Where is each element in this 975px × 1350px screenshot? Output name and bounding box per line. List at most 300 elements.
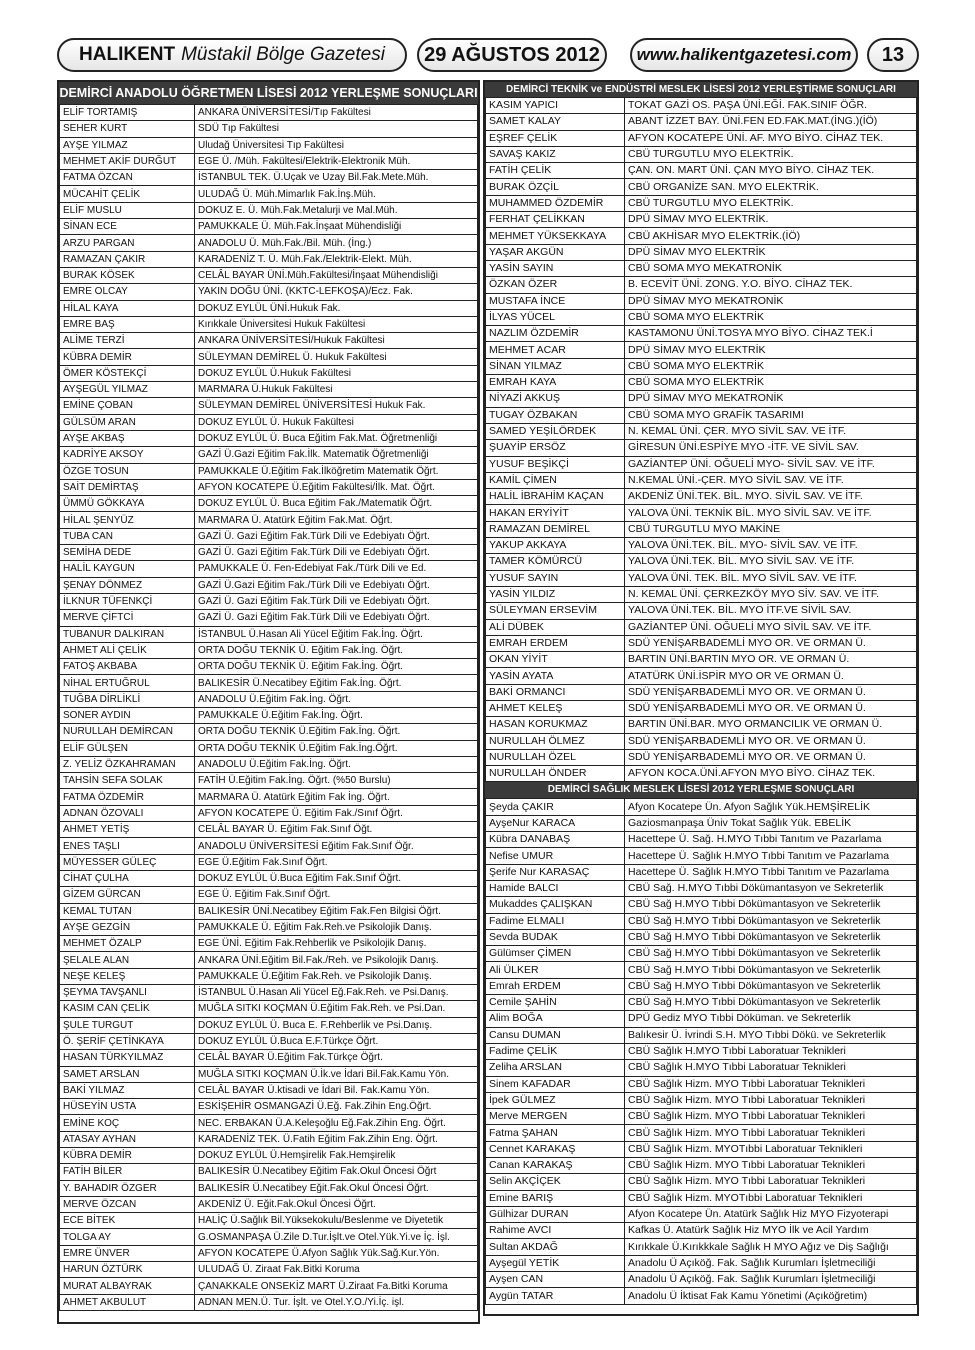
table-row [486, 293, 917, 309]
placement: YALOVA ÜNİ.TEK. BİL. MYO SİVİL SAV. VE İTF. [625, 554, 917, 570]
placement: DOKUZ EYLÜL Ü. Buca Eğitim Fak.Mat. Öğretmenliği [195, 430, 478, 446]
placement: CBÜ SOMA MYO ELEKTRİK [625, 358, 917, 374]
table-row [60, 626, 478, 642]
placement: CBÜ Sağ H.MYO Tıbbi Dökümantasyon ve Sekreterlik [625, 946, 917, 962]
placement: BARTIN ÜNİ.BAR. MYO ORMANCILIK VE ORMAN Ü. [625, 717, 917, 733]
student-name: FATMA ÖZCAN [60, 170, 195, 186]
placement: ATATÜRK ÜNİ.İSPİR MYO OR VE ORMAN Ü. [625, 668, 917, 684]
student-name: KEMAL TUTAN [60, 903, 195, 919]
table-row [486, 1158, 917, 1174]
table-row [486, 1255, 917, 1271]
placement: PAMUKKALE Ü.Eğitim Fak.Reh. ve Psikolojik Danış. [195, 968, 478, 984]
table-row [486, 407, 917, 423]
student-name: NURULLAH DEMİRCAN [60, 724, 195, 740]
table-row [486, 880, 917, 896]
table-row [486, 309, 917, 325]
table-row [60, 724, 478, 740]
table-row [486, 1174, 917, 1190]
student-name: HİLAL KAYA [60, 300, 195, 316]
table-row [60, 887, 478, 903]
student-name: Y. BAHADIR ÖZGER [60, 1180, 195, 1196]
placement: EGE Ü.Eğitim Fak.Sınıf Öğrt. [195, 854, 478, 870]
student-name: HİLAL ŞENYÜZ [60, 512, 195, 528]
placement: YALOVA ÜNİ.TEK. BİL. MYO İTF.VE SİVİL SAV. [625, 603, 917, 619]
placement: İSTANBUL Ü.Hasan Ali Yücel Eğitim Fak.İng. Öğrt. [195, 626, 478, 642]
table-row [60, 707, 478, 723]
placement: CBÜ Sağlık Hizm. MYO Tıbbi Laboratuar Teknikleri [625, 1076, 917, 1092]
student-name: SAİT DEMİRTAŞ [60, 479, 195, 495]
newspaper-name [57, 38, 407, 72]
placement: DPÜ SİMAV MYO MEKATRONİK [625, 391, 917, 407]
student-name: Ayşegül YETİK [486, 1255, 625, 1271]
placement: ORTA DOĞU TEKNİK Ü.Eğitim Fak.İng. Öğrt. [195, 724, 478, 740]
table-row [60, 170, 478, 186]
placement: BALIKESİR Ü.Necatibey Eğit.Fak.Okul Öncesi Öğrt. [195, 1180, 478, 1196]
placement: CELÂL BAYAR Ü.Eğitim Fak.Türkçe Öğrt. [195, 1050, 478, 1066]
website-url: www.halikentgazetesi.com [630, 38, 858, 72]
results-table [485, 97, 917, 782]
placement: SDÜ Tıp Fakültesi [195, 121, 478, 137]
table-row [486, 635, 917, 651]
teacher-high-school-results [57, 80, 480, 1324]
page-number: 13 [867, 38, 919, 72]
table-row [60, 675, 478, 691]
placement: CBÜ Sağlık Hizm. MYOTıbbi Laboratuar Teknikleri [625, 1190, 917, 1206]
placement: Anadolu Ü İktisat Fak Kamu Yönetimi (Açıköğretim) [625, 1288, 917, 1304]
student-name: Sultan AKDAĞ [486, 1239, 625, 1255]
student-name: ÖZGE TOSUN [60, 463, 195, 479]
table-row [60, 1017, 478, 1033]
table-row [60, 349, 478, 365]
student-name: MÜCAHİT ÇELİK [60, 186, 195, 202]
table-row [486, 1060, 917, 1076]
student-name: AHMET ALİ ÇELİK [60, 642, 195, 658]
student-name: Selin AKÇİÇEK [486, 1174, 625, 1190]
placement: AFYON KOCATEPE Ü.Afyon Sağlık Yük.Sağ.Kur.Yön. [195, 1245, 478, 1261]
placement: DOKUZ EYLÜL Ü.Hemşirelik Fak.Hemşirelik [195, 1148, 478, 1164]
table-row [60, 186, 478, 202]
placement: YALOVA ÜNİ.TEK. BİL. MYO- SİVİL SAV. VE İTF. [625, 538, 917, 554]
student-name: EMRAH KAYA [486, 375, 625, 391]
table-row [60, 968, 478, 984]
student-name: ADNAN ÖZOVALI [60, 805, 195, 821]
student-name: Şeyda ÇAKIR [486, 799, 625, 815]
table-row [486, 1011, 917, 1027]
placement: Anadolu Ü Açıköğ. Fak. Sağlık Kurumları İşletmeciliği [625, 1255, 917, 1271]
placement: Uludağ Üniversitesi Tıp Fakültesi [195, 137, 478, 153]
placement: CBÜ Sağ H.MYO Tıbbi Dökümantasyon ve Sekreterlik [625, 978, 917, 994]
placement: CBÜ TURGUTLU MYO MAKİNE [625, 521, 917, 537]
placement: CBÜ Sağlık Hizm. MYO Tıbbi Laboratuar Teknikleri [625, 1174, 917, 1190]
placement: ULUDAĞ Ü. Müh.Mimarlık Fak.İnş.Müh. [195, 186, 478, 202]
table-row [60, 577, 478, 593]
placement: ANKARA ÜNİ.Eğitim Bil.Fak./Reh. ve Psikolojik Danış. [195, 952, 478, 968]
placement: İSTANBUL Ü.Hasan Ali Yücel Eğ.Fak.Reh. ve Psi.Danış. [195, 985, 478, 1001]
student-name: FATMA ÖZDEMİR [60, 789, 195, 805]
table-row [60, 936, 478, 952]
placement: CBÜ Sağlık Hizm. MYOTıbbi Laboratuar Teknikleri [625, 1141, 917, 1157]
table-row [486, 228, 917, 244]
table-row [486, 472, 917, 488]
student-name: KÜBRA DEMİR [60, 349, 195, 365]
student-name: FATİH BİLER [60, 1164, 195, 1180]
placement: DOKUZ EYLÜL ÜNİ.Hukuk Fak. [195, 300, 478, 316]
placement: SDÜ YENİŞARBADEMLİ MYO OR. VE ORMAN Ü. [625, 733, 917, 749]
placement: DOKUZ EYLÜL Ü.Hukuk Fakültesi [195, 365, 478, 381]
placement: YALOVA ÜNİ. TEK. BİL. MYO SİVİL SAV. VE İTF. [625, 570, 917, 586]
table-row [60, 1082, 478, 1098]
masthead [57, 38, 919, 74]
table-row [60, 691, 478, 707]
placement: Balıkesir Ü. İvrindi S.H. MYO Tıbbi Dökü. ve Sekreterlik [625, 1027, 917, 1043]
student-name: ŞELALE ALAN [60, 952, 195, 968]
student-name: BURAK ÖZÇİL [486, 179, 625, 195]
student-name: Cansu DUMAN [486, 1027, 625, 1043]
table-row [486, 358, 917, 374]
table-row [60, 496, 478, 512]
placement: Anadolu Ü Açıköğ. Fak. Sağlık Kurumları İşletmeciliği [625, 1272, 917, 1288]
table-row [486, 1076, 917, 1092]
table-row [60, 284, 478, 300]
table-row [486, 1141, 917, 1157]
table-row [486, 554, 917, 570]
placement: TOKAT GAZİ OS. PAŞA ÜNİ.EĞİ. FAK.SINIF ÖĞR. [625, 98, 917, 114]
student-name: MEHMET AKİF DURĞUT [60, 153, 195, 169]
table-row [60, 1180, 478, 1196]
table-row [60, 251, 478, 267]
student-name: Sinem KAFADAR [486, 1076, 625, 1092]
student-name: TUBA CAN [60, 528, 195, 544]
placement: ANKARA ÜNİVERSİTESİ/Tıp Fakültesi [195, 105, 478, 121]
placement: YAKIN DOĞU ÜNİ. (KKTC-LEFKOŞA)/Ecz. Fak. [195, 284, 478, 300]
table-row [486, 586, 917, 602]
table-row [486, 1223, 917, 1239]
table-row [60, 528, 478, 544]
newspaper-brand: HALIKENT [79, 44, 176, 65]
table-row [486, 489, 917, 505]
student-name: Merve MERGEN [486, 1109, 625, 1125]
placement: ORTA DOĞU TEKNİK Ü. Eğitim Fak.İng. Öğrt. [195, 659, 478, 675]
placement: CBÜ TURGUTLU MYO ELEKTRİK. [625, 195, 917, 211]
student-name: YAŞAR AKGÜN [486, 244, 625, 260]
table-row [60, 1229, 478, 1245]
placement: CBÜ Sağ H.MYO Tıbbi Dökümantasyon ve Sekreterlik [625, 913, 917, 929]
table-row [486, 815, 917, 831]
placement: Hacettepe Ü. Sağlık H.MYO Tıbbi Tanıtım ve Pazarlama [625, 848, 917, 864]
student-name: SİNAN ECE [60, 219, 195, 235]
placement: GAZİANTEP ÜNİ. OĞUELİ MYO- SİVİL SAV. VE İTF. [625, 456, 917, 472]
table-row [60, 1115, 478, 1131]
placement: Kırıkkale Ü.Kırıkkkale Sağlık H MYO Ağız ve Diş Sağlığı [625, 1239, 917, 1255]
table-row [486, 848, 917, 864]
placement: EGE Ü. Eğitim Fak.Sınıf Öğrt. [195, 887, 478, 903]
table-row [486, 1043, 917, 1059]
placement: CBÜ Sağ H.MYO Tıbbi Dökümantasyon ve Sekreterlik [625, 929, 917, 945]
student-name: ÜMMÜ GÖKKAYA [60, 496, 195, 512]
table-row [486, 619, 917, 635]
student-name: Canan KARAKAŞ [486, 1158, 625, 1174]
placement: DPÜ SİMAV MYO ELEKTRİK. [625, 212, 917, 228]
placement: EGE ÜNİ. Eğitim Fak.Rehberlik ve Psikolojik Danış. [195, 936, 478, 952]
placement: DOKUZ EYLÜL Ü.Buca Eğitim Fak.Sınıf Öğrt. [195, 870, 478, 886]
table-row [486, 1092, 917, 1108]
student-name: ALİME TERZİ [60, 333, 195, 349]
placement: SÜLEYMAN DEMİREL ÜNİVERSİTESİ Hukuk Fak. [195, 398, 478, 414]
table-row [486, 668, 917, 684]
placement: DPÜ Gediz MYO Tıbbi Döküman. ve Sekreterlik [625, 1011, 917, 1027]
student-name: TUGAY ÖZBAKAN [486, 407, 625, 423]
table-row [486, 130, 917, 146]
student-name: Emrah ERDEM [486, 978, 625, 994]
student-name: NİHAL ERTUĞRUL [60, 675, 195, 691]
student-name: MÜYESSER GÜLEÇ [60, 854, 195, 870]
table-row [60, 773, 478, 789]
student-name: EMRE ÜNVER [60, 1245, 195, 1261]
student-name: KADRİYE AKSOY [60, 447, 195, 463]
table-row [60, 1050, 478, 1066]
placement: GAZİ Ü. Gazi Eğitim Fak.Türk Dili ve Edebiyatı Öğrt. [195, 528, 478, 544]
student-name: Cennet KARAKAŞ [486, 1141, 625, 1157]
student-name: MERVE ÖZCAN [60, 1196, 195, 1212]
placement: CBÜ Sağ H.MYO Tıbbi Dökümantasyon ve Sekreterlik [625, 962, 917, 978]
newspaper-subtitle: Müstakil Bölge Gazetesi [181, 44, 385, 65]
placement: DOKUZ EYLÜL Ü. Buca E. F.Rehberlik ve Psi.Danış. [195, 1017, 478, 1033]
student-name: ŞENAY DÖNMEZ [60, 577, 195, 593]
student-name: TUBANUR DALKIRAN [60, 626, 195, 642]
placement: BALIKESİR ÜNİ.Necatibey Eğitim Fak.Fen Bilgisi Öğrt. [195, 903, 478, 919]
student-name: SEHER KURT [60, 121, 195, 137]
placement: SDÜ YENİŞARBADEMLİ MYO OR. VE ORMAN Ü. [625, 700, 917, 716]
table-row [486, 962, 917, 978]
student-name: ŞULE TURGUT [60, 1017, 195, 1033]
placement: KASTAMONU ÜNİ.TOSYA MYO BİYO. CİHAZ TEK.İ [625, 326, 917, 342]
table-row [60, 105, 478, 121]
table-row [60, 1066, 478, 1082]
table-row [60, 822, 478, 838]
placement: SDÜ YENİŞARBADEMLİ MYO OR. VE ORMAN Ü. [625, 635, 917, 651]
placement: YALOVA ÜNİ. TEKNİK BİL. MYO SİVİL SAV. VE İTF. [625, 505, 917, 521]
table-row [486, 913, 917, 929]
placement: CBÜ Sağlık Hizm. MYO Tıbbi Laboratuar Teknikleri [625, 1158, 917, 1174]
table-row [486, 98, 917, 114]
placement: DOKUZ EYLÜL Ü. Hukuk Fakültesi [195, 414, 478, 430]
placement: MUĞLA SITKI KOÇMAN Ü.İk.ve İdari Bil.Fak.Kamu Yön. [195, 1066, 478, 1082]
table-row [486, 929, 917, 945]
student-name: AYŞEGÜL YILMAZ [60, 382, 195, 398]
student-name: AyşeNur KARACA [486, 815, 625, 831]
student-name: ATASAY AYHAN [60, 1131, 195, 1147]
student-name: SAVAŞ KAKIZ [486, 146, 625, 162]
table-row [486, 440, 917, 456]
student-name: TAHSİN SEFA SOLAK [60, 773, 195, 789]
table-row [60, 414, 478, 430]
placement: CBÜ TURGUTLU MYO ELEKTRİK. [625, 146, 917, 162]
student-name: NEŞE KELEŞ [60, 968, 195, 984]
table-row [486, 1206, 917, 1222]
placement: PAMUKKALE Ü. Eğitim Fak.Reh.ve Psikolojik Danış. [195, 919, 478, 935]
table-row [60, 740, 478, 756]
student-name: Nefise UMUR [486, 848, 625, 864]
student-name: CİHAT ÇULHA [60, 870, 195, 886]
placement: SDÜ YENİŞARBADEMLİ MYO OR. VE ORMAN Ü. [625, 749, 917, 765]
student-name: ELİF GÜLŞEN [60, 740, 195, 756]
table-row [60, 1262, 478, 1278]
table-row [486, 684, 917, 700]
student-name: OKAN YİYİT [486, 652, 625, 668]
student-name: RAMAZAN DEMİREL [486, 521, 625, 537]
placement: ORTA DOĞU TEKNİK Ü.Eğitim Fak.İng.Öğrt. [195, 740, 478, 756]
table-row [60, 1131, 478, 1147]
student-name: SONER AYDIN [60, 707, 195, 723]
student-name: BAKİ ORMANCI [486, 684, 625, 700]
placement: ANADOLU Ü.Eğitim Fak.İng. Öğrt. [195, 691, 478, 707]
table-row [486, 163, 917, 179]
table-row [486, 717, 917, 733]
table-row [60, 1245, 478, 1261]
student-name: YASİN SAYIN [486, 260, 625, 276]
table-row [60, 1001, 478, 1017]
placement: CBÜ Sağlık H.MYO Tıbbi Laboratuar Teknikleri [625, 1043, 917, 1059]
table-row [60, 333, 478, 349]
table-row [60, 463, 478, 479]
table-row [60, 121, 478, 137]
results-table [59, 104, 478, 1311]
placement: DPÜ SİMAV MYO ELEKTRİK [625, 244, 917, 260]
section-title: DEMİRCİ TEKNİK ve ENDÜSTRİ MESLEK LİSESİ 2012 YERLEŞTİRME SONUÇLARI [485, 82, 917, 97]
table-row [486, 1239, 917, 1255]
student-name: Emine BARIŞ [486, 1190, 625, 1206]
placement: ANKARA ÜNİVERSİTESİ/Hukuk Fakültesi [195, 333, 478, 349]
table-row [486, 456, 917, 472]
table-row [60, 1196, 478, 1212]
placement: N. KEMAL ÜNİ. ÇERKEZKÖY MYO SİV. SAV. VE İTF. [625, 586, 917, 602]
placement: MARMARA Ü.Hukuk Fakültesi [195, 382, 478, 398]
placement: MARMARA Ü. Atatürk Eğitim Fak İng. Öğrt. [195, 789, 478, 805]
placement: DOKUZ EYLÜL Ü.Buca E.F.Türkçe Öğrt. [195, 1033, 478, 1049]
student-name: İLYAS YÜCEL [486, 309, 625, 325]
table-row [486, 1109, 917, 1125]
table-row [60, 398, 478, 414]
table-row [60, 447, 478, 463]
placement: CBÜ AKHİSAR MYO ELEKTRİK.(İÖ) [625, 228, 917, 244]
placement: PAMUKKALE Ü.Eğitim Fak.İlköğretim Matematik Öğrt. [195, 463, 478, 479]
placement: ABANT İZZET BAY. ÜNİ.FEN ED.FAK.MAT.(İNG.)(İÖ) [625, 114, 917, 130]
student-name: Aygün TATAR [486, 1288, 625, 1304]
placement: Hacettepe Ü. Sağlık H.MYO Tıbbi Tanıtım ve Pazarlama [625, 864, 917, 880]
student-name: ÖMER KÖSTEKÇİ [60, 365, 195, 381]
table-row [486, 733, 917, 749]
student-name: NURULLAH ÖZEL [486, 749, 625, 765]
placement: DOKUZ E. Ü. Müh.Fak.Metalurji ve Mal.Müh. [195, 202, 478, 218]
table-row [486, 799, 917, 815]
student-name: Ayşen CAN [486, 1272, 625, 1288]
student-name: HARUN ÖZTÜRK [60, 1262, 195, 1278]
table-row [60, 903, 478, 919]
table-row [60, 756, 478, 772]
placement: Hacettepe Ü. Sağ. H.MYO Tıbbi Tanıtım ve Pazarlama [625, 832, 917, 848]
table-row [60, 659, 478, 675]
student-name: İLKNUR TÜFENKÇİ [60, 593, 195, 609]
student-name: NURULLAH ÖLMEZ [486, 733, 625, 749]
placement: CBÜ SOMA MYO ELEKTRİK [625, 375, 917, 391]
placement: CBÜ Sağ H.MYO Tıbbi Dökümantasyon ve Sekreterlik [625, 897, 917, 913]
table-row [60, 561, 478, 577]
placement: BALIKESİR Ü.Necatibey Eğitim Fak.İng. Öğrt. [195, 675, 478, 691]
student-name: KAMİL ÇİMEN [486, 472, 625, 488]
placement: SÜLEYMAN DEMİREL Ü. Hukuk Fakültesi [195, 349, 478, 365]
table-row [486, 260, 917, 276]
table-row [60, 219, 478, 235]
student-name: MUHAMMED ÖZDEMİR [486, 195, 625, 211]
placement: PAMUKKALE Ü. Müh.Fak.İnşaat Mühendisliği [195, 219, 478, 235]
student-name: Z. YELİZ ÖZKAHRAMAN [60, 756, 195, 772]
placement: Kırıkkale Üniversitesi Hukuk Fakültesi [195, 316, 478, 332]
student-name: MEHMET ÖZALP [60, 936, 195, 952]
table-row [60, 365, 478, 381]
student-name: Cemile ŞAHİN [486, 995, 625, 1011]
student-name: İpek GÜLMEZ [486, 1092, 625, 1108]
placement: ANADOLU Ü.Eğitim Fak.İng. Öğrt. [195, 756, 478, 772]
student-name: Şerife Nur KARASAÇ [486, 864, 625, 880]
table-row [60, 545, 478, 561]
student-name: EMRE BAŞ [60, 316, 195, 332]
table-row [486, 603, 917, 619]
student-name: NURULLAH ÖNDER [486, 766, 625, 782]
student-name: TAMER KÖMÜRCÜ [486, 554, 625, 570]
issue-date: 29 AĞUSTOS 2012 [417, 38, 607, 72]
table-row [60, 430, 478, 446]
health-section-title: DEMİRCİ SAĞLIK MESLEK LİSESİ 2012 YERLEŞME SONUÇLARI [485, 782, 917, 798]
table-row [486, 897, 917, 913]
student-name: EMRE OLCAY [60, 284, 195, 300]
table-row [486, 946, 917, 962]
table-row [486, 391, 917, 407]
table-row [60, 593, 478, 609]
table-row [60, 267, 478, 283]
table-row [486, 700, 917, 716]
student-name: FATOŞ AKBABA [60, 659, 195, 675]
placement: KARADENİZ TEK. Ü.Fatih Eğitim Fak.Zihin Eng. Öğrt. [195, 1131, 478, 1147]
student-name: ELİF MUSLU [60, 202, 195, 218]
table-row [60, 235, 478, 251]
placement: N.KEMAL ÜNİ.-ÇER. MYO SİVİL SAV. VE İTF. [625, 472, 917, 488]
placement: GAZİ Ü.Gazi Eğitim Fak.İlk. Matematik Öğretmenliği [195, 447, 478, 463]
student-name: Hamide BALCI [486, 880, 625, 896]
placement: CBÜ ORGANİZE SAN. MYO ELEKTRİK. [625, 179, 917, 195]
student-name: RAMAZAN ÇAKIR [60, 251, 195, 267]
table-row [60, 789, 478, 805]
student-name: AYŞE AKBAŞ [60, 430, 195, 446]
placement: PAMUKKALE Ü. Fen-Edebiyat Fak./Türk Dili ve Ed. [195, 561, 478, 577]
student-name: HASAN TÜRKYILMAZ [60, 1050, 195, 1066]
student-name: HASAN KORUKMAZ [486, 717, 625, 733]
table-row [60, 153, 478, 169]
student-name: Fadime ÇELİK [486, 1043, 625, 1059]
placement: CELÂL BAYAR Ü.ktisadi ve İdari Bil. Fak.Kamu Yön. [195, 1082, 478, 1098]
placement: Afyon Kocatepe Ün. Afyon Sağlık Yük.HEMŞİRELİK [625, 799, 917, 815]
student-name: Gülümser ÇİMEN [486, 946, 625, 962]
table-row [486, 342, 917, 358]
placement: AKDENİZ ÜNİ.TEK. BİL. MYO. SİVİL SAV. VE İTF. [625, 489, 917, 505]
placement: CBÜ Sağlık Hizm. MYO Tıbbi Laboratuar Teknikleri [625, 1092, 917, 1108]
student-name: ENES TAŞLI [60, 838, 195, 854]
student-name: AHMET YETİŞ [60, 822, 195, 838]
placement: N. KEMAL ÜNİ. ÇER. MYO SİVİL SAV. VE İTF. [625, 423, 917, 439]
student-name: AHMET KELEŞ [486, 700, 625, 716]
placement: Afyon Kocatepe Ün. Atatürk Sağlık Hiz MYO Fizyoterapi [625, 1206, 917, 1222]
table-row [486, 538, 917, 554]
placement: CBÜ Sağlık Hizm. MYO Tıbbi Laboratuar Teknikleri [625, 1125, 917, 1141]
